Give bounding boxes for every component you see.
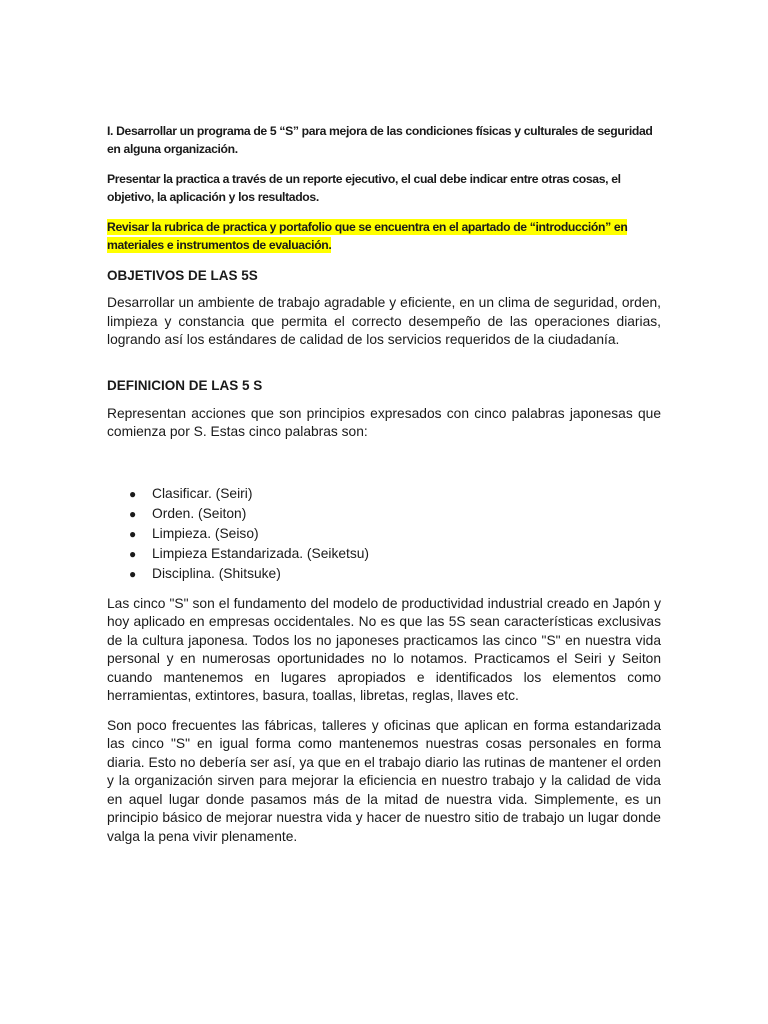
definicion-paragraph-1: Las cinco "S" son el fundamento del modelo de productividad industrial creado en Japón y hoy aplicado en empresas occidentales. No es que las 5S sean características exclusivas de la cultura japonesa. Todos los no japoneses practicamos las cinco "S" en nuestra vida personal y en numerosas oportunidades no lo notamos. Practicamos el Seiri y Seiton cuando mantenemos en lugares apropiados e identificados los elementos como herramientas, extintores, basura, toallas, libretas, reglas, llaves etc. (107, 595, 661, 703)
bullet-icon: ● (129, 486, 137, 501)
objetivos-text: Desarrollar un ambiente de trabajo agradable y eficiente, en un clima de seguridad, orden, limpieza y constancia que permita el correcto desempeño de las operaciones diarias, logrando así los estándares de calidad de los servicios requeridos de la ciudadanía. (107, 295, 661, 347)
list-item (107, 524, 661, 544)
objetivos-heading: OBJETIVOS DE LAS 5S (107, 268, 258, 283)
list-item-text: Limpieza. (Seiso) (152, 525, 259, 541)
five-s-list (107, 484, 661, 584)
bullet-icon: ● (129, 506, 137, 521)
bullet-icon: ● (129, 566, 137, 581)
list-item (107, 544, 661, 564)
highlighted-note-text: Revisar la rubrica de practica y portafolio que se encuentra en el apartado de “introducción” en materiales e instrumentos de evaluación. (107, 220, 628, 252)
list-item (107, 564, 661, 584)
list-item-text: Clasificar. (Seiri) (152, 485, 253, 501)
assignment-presentation: Presentar la practica a través de un reporte ejecutivo, el cual debe indicar entre otras cosas, el objetivo, la aplicación y los resultados. (107, 172, 621, 204)
highlighted-note (107, 218, 661, 254)
list-item (107, 504, 661, 524)
definicion-intro-text: Representan acciones que son principios expresados con cinco palabras japonesas que comienza por S. Estas cinco palabras son: (107, 405, 661, 439)
list-item-text: Limpieza Estandarizada. (Seiketsu) (152, 545, 370, 561)
assignment-task: I. Desarrollar un programa de 5 “S” para mejora de las condiciones físicas y culturales de seguridad en alguna organización. (107, 124, 653, 156)
definicion-paragraph-2: Son poco frecuentes las fábricas, talleres y oficinas que aplican en forma estandarizada las cinco "S" en igual forma como mantenemos nuestras cosas personales en forma diaria. Esto no debería ser así, ya que en el trabajo diario las rutinas de mantener el orden y la organización sirven para mejorar la eficiencia en nuestro trabajo y la calidad de vida en aquel lugar donde pasamos más de la mitad de nuestra vida. Simplemente, es un principio básico de mejorar nuestra vida y hacer de nuestro sitio de trabajo un lugar donde valga la pena vivir plenamente. (107, 717, 661, 844)
document-page (107, 122, 661, 846)
list-item-text: Orden. (Seiton) (152, 505, 247, 521)
list-item (107, 484, 661, 504)
bullet-icon: ● (129, 526, 137, 541)
bullet-icon: ● (129, 546, 137, 561)
list-item-text: Disciplina. (Shitsuke) (152, 565, 281, 581)
definicion-heading: DEFINICION DE LAS 5 S (107, 377, 263, 393)
